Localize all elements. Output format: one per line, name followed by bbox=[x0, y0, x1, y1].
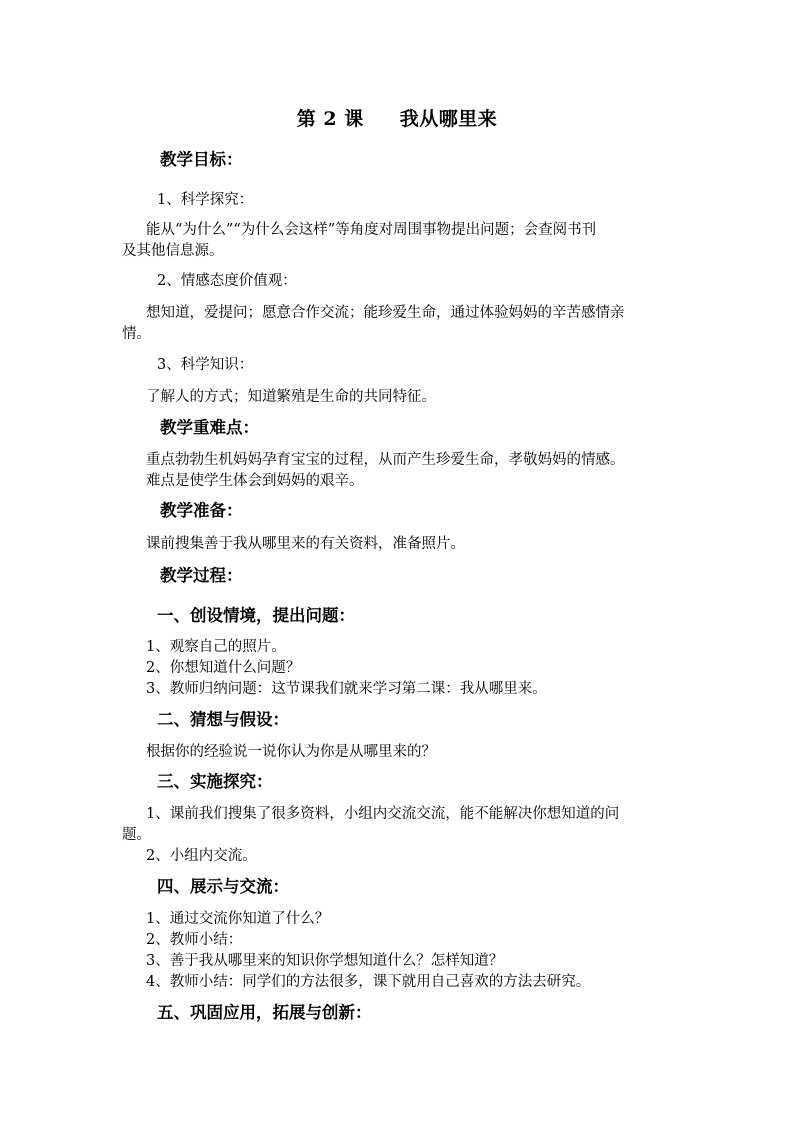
obj2-text-line1: 想知道，爱提问；愿意合作交流；能珍爱生命，通过体验妈妈的辛苦感情亲 bbox=[146, 305, 625, 321]
lesson-number: 第 2 课 bbox=[296, 108, 364, 130]
lesson-name: 我从哪里来 bbox=[399, 108, 498, 130]
obj2-heading: 2、情感态度价值观： bbox=[157, 273, 297, 289]
step2-text-line1: 根据你的经验说一说你认为你是从哪里来的？ bbox=[146, 744, 436, 760]
keypoints-text-line1: 重点勃勃生机妈妈孕育宝宝的过程，从而产生珍爱生命，孝敬妈妈的情感。 bbox=[146, 452, 625, 468]
prep-heading: 教学准备： bbox=[160, 501, 243, 520]
obj1-text-line1: 能从“为什么”“为什么会这样”等角度对周围事物提出问题；会查阅书刊 bbox=[146, 222, 597, 238]
obj1-heading: 1、科学探究： bbox=[157, 192, 254, 208]
step1-item1: 1、观察自己的照片。 bbox=[146, 639, 286, 655]
step1-item2: 2、你想知道什么问题？ bbox=[146, 660, 301, 676]
step4-item4: 4、教师小结：同学们的方法很多，课下就用自己喜欢的方法去研究。 bbox=[146, 974, 591, 990]
step2-heading: 二、猜想与假设： bbox=[157, 710, 289, 729]
step4-heading: 四、展示与交流： bbox=[157, 877, 289, 896]
obj3-text-line1: 了解人的方式；知道繁殖是生命的共同特征。 bbox=[146, 389, 436, 405]
step5-heading: 五、巩固应用，拓展与创新： bbox=[157, 1003, 372, 1022]
lesson-title bbox=[0, 104, 794, 131]
step3-item1-line2: 题。 bbox=[122, 827, 151, 843]
step3-heading: 三、实施探究： bbox=[157, 772, 273, 791]
obj3-heading: 3、科学知识： bbox=[157, 357, 254, 373]
obj1-text-line2: 及其他信息源。 bbox=[122, 243, 224, 259]
step3-item1-line1: 1、课前我们搜集了很多资料，小组内交流交流，能不能解决你想知道的问 bbox=[146, 806, 620, 822]
step4-item3: 3、善于我从哪里来的知识你学想知道什么？怎样知道？ bbox=[146, 953, 504, 969]
objectives-heading: 教学目标： bbox=[160, 150, 243, 169]
obj2-text-line2: 情。 bbox=[122, 326, 151, 342]
step3-item2: 2、小组内交流。 bbox=[146, 848, 257, 864]
prep-text-line1: 课前搜集善于我从哪里来的有关资料，准备照片。 bbox=[146, 536, 465, 552]
step1-heading: 一、创设情境，提出问题： bbox=[157, 606, 355, 625]
step4-item2: 2、教师小结： bbox=[146, 932, 243, 948]
process-heading: 教学过程： bbox=[160, 566, 243, 585]
keypoints-text-line2: 难点是使学生体会到妈妈的艰辛。 bbox=[146, 473, 364, 489]
step1-item3: 3、教师归纳问题：这节课我们就来学习第二课：我从哪里来。 bbox=[146, 681, 547, 697]
keypoints-heading: 教学重难点： bbox=[160, 418, 259, 437]
step4-item1: 1、通过交流你知道了什么？ bbox=[146, 911, 330, 927]
